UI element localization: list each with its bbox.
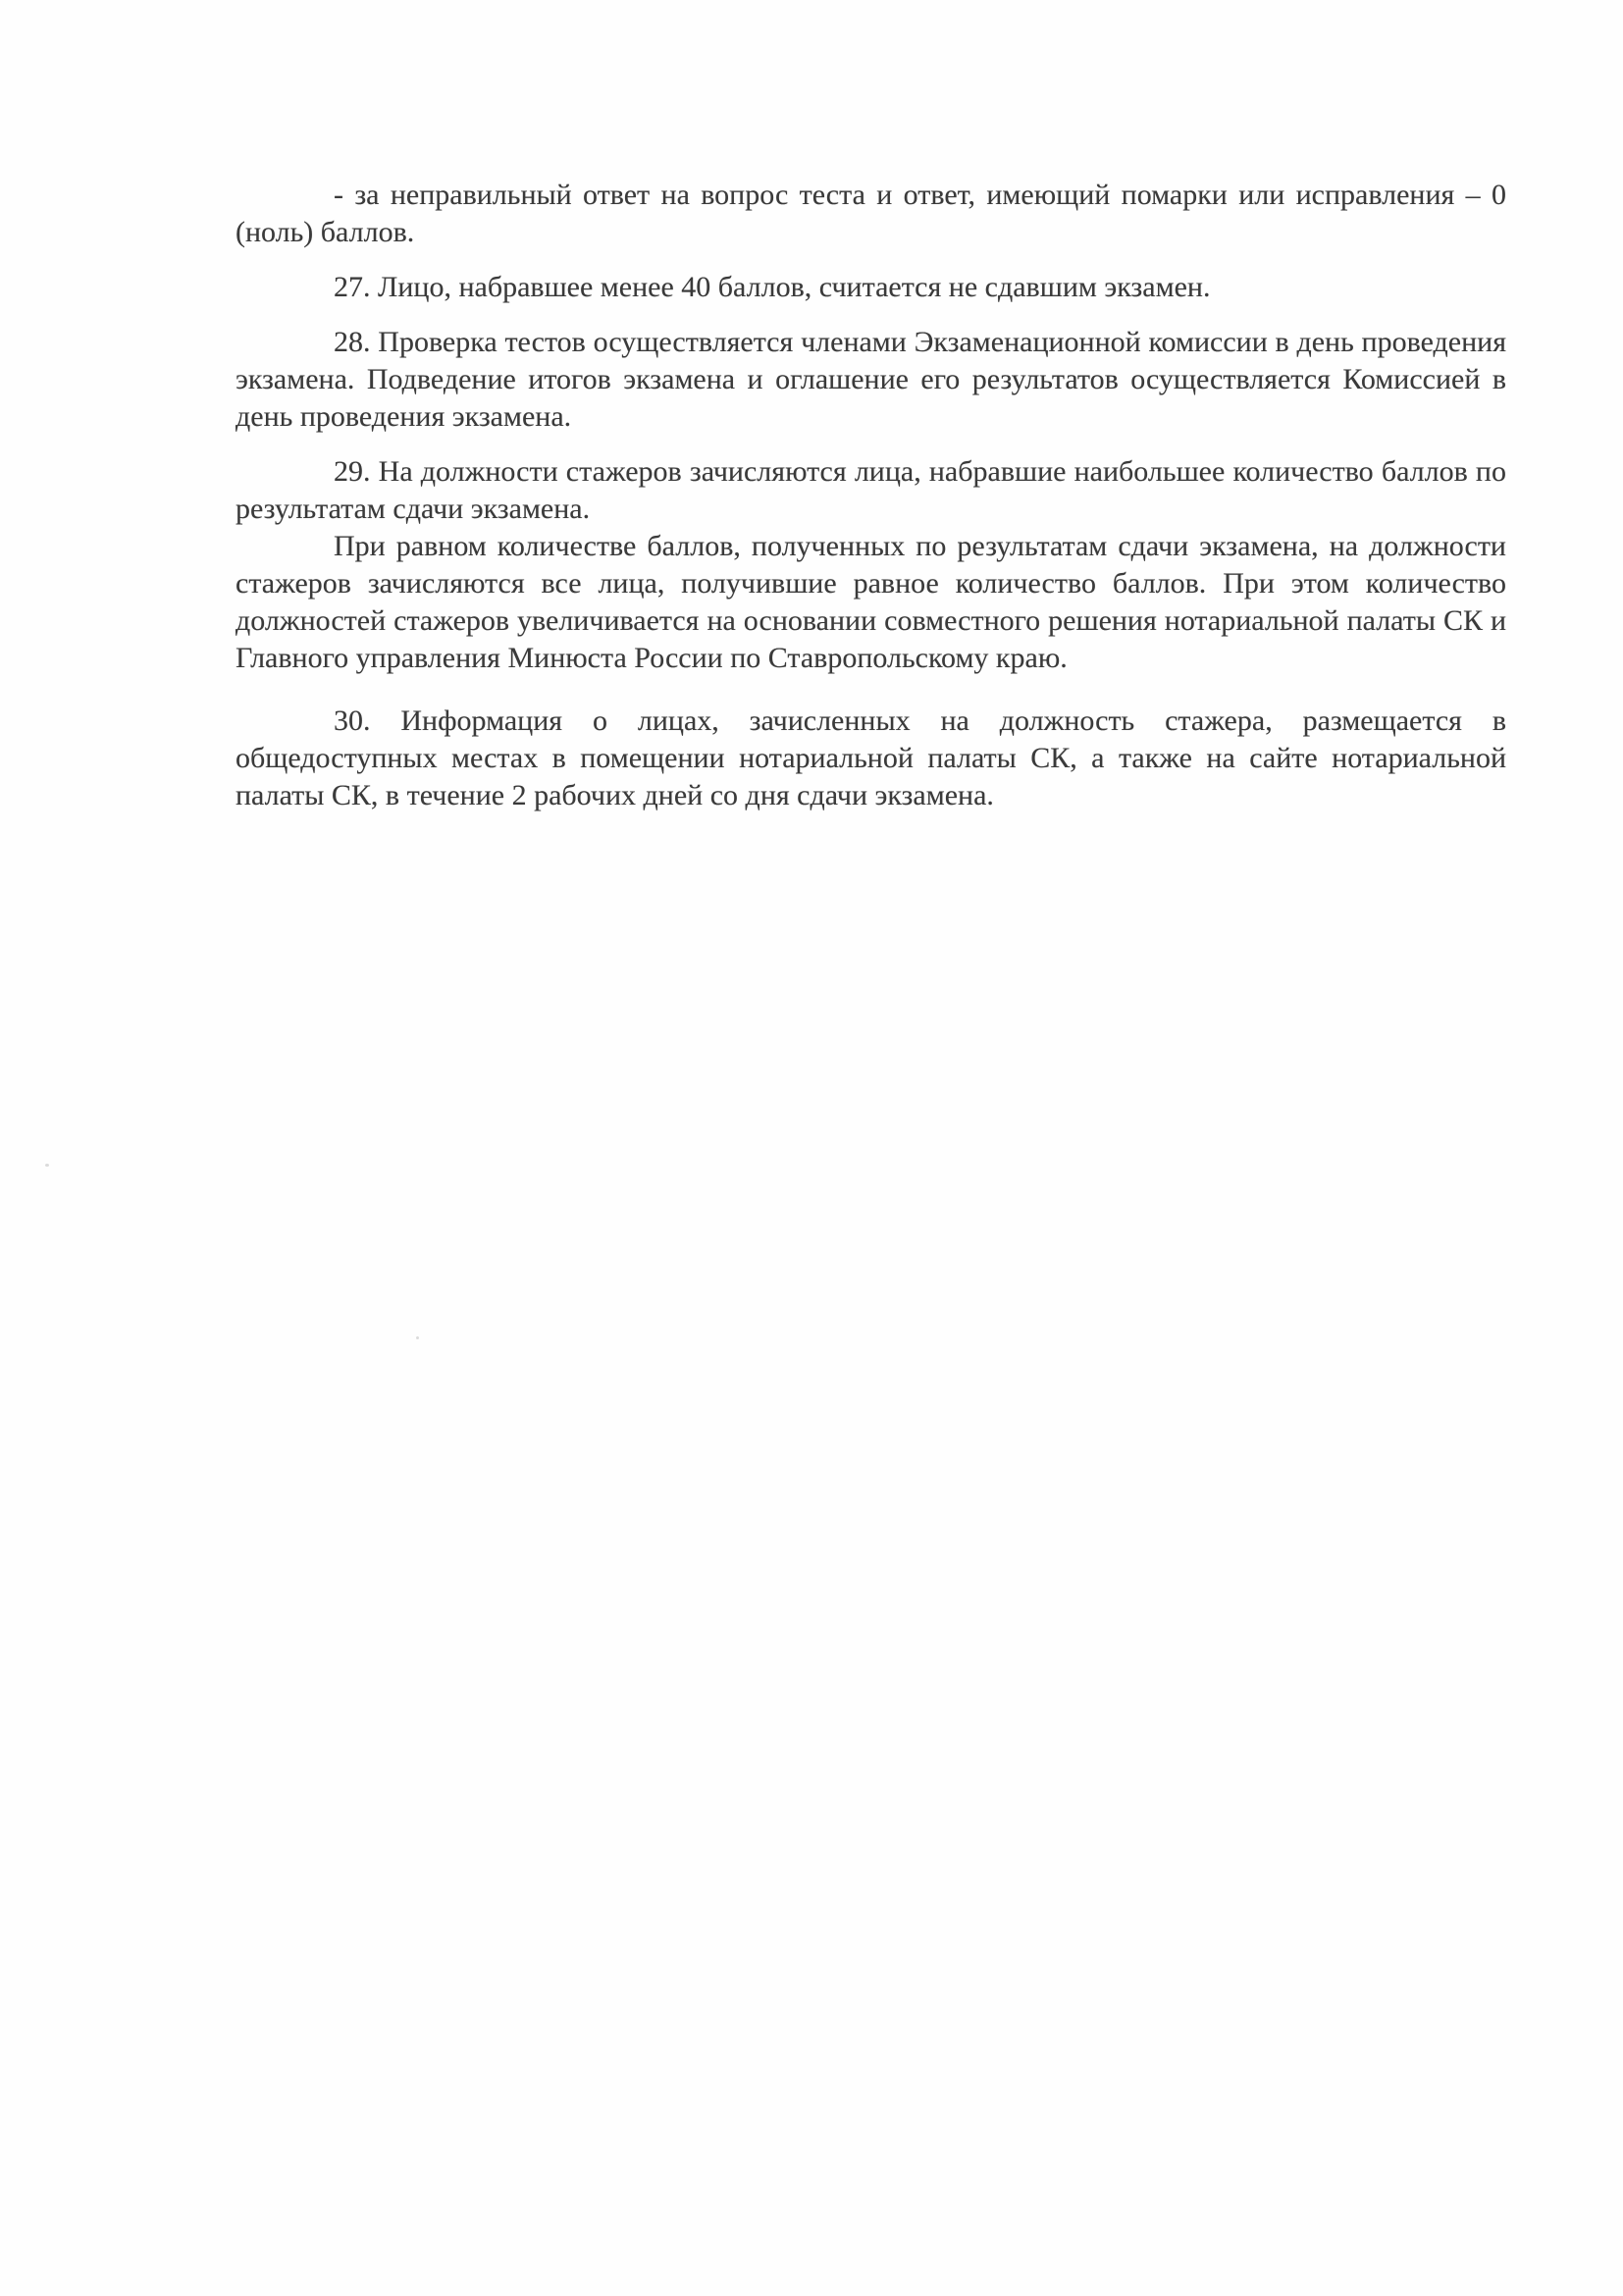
scan-artifact-speck [416, 1336, 419, 1339]
paragraph-bullet-incorrect-answer: - за неправильный ответ на вопрос теста и ответ, имеющий помарки или исправления – 0 (ноль) баллов. [236, 179, 1506, 248]
paragraph-item-28: 28. Проверка тестов осуществляется членами Экзаменационной комиссии в день проведения экзамена. Подведение итогов экзамена и оглашение его результатов осуществляется Комиссией в день проведения экзамена. [236, 326, 1506, 433]
paragraph-item-27: 27. Лицо, набравшее менее 40 баллов, считается не сдавшим экзамен. [334, 271, 1211, 303]
scan-artifact-speck [45, 1164, 49, 1167]
paragraph-item-30: 30. Информация о лицах, зачисленных на должность стажера, размещается в общедоступных местах в помещении нотариальной палаты СК, а также на сайте нотариальной палаты СК, в течение 2 рабочих дней со дня сдачи экзамена. [236, 704, 1506, 811]
paragraph-item-29-continued: При равном количестве баллов, полученных по результатам сдачи экзамена, на должности стажеров зачисляются все лица, получившие равное количество баллов. При этом количество должностей стажеров увеличивается на основании совместного решения нотариальной палаты СК и Главного управления Минюста России по Ставропольскому краю. [236, 530, 1506, 674]
paragraph-item-29: 29. На должности стажеров зачисляются лица, набравшие наибольшее количество баллов по результатам сдачи экзамена. [236, 455, 1506, 525]
document-text-block [236, 177, 1506, 814]
